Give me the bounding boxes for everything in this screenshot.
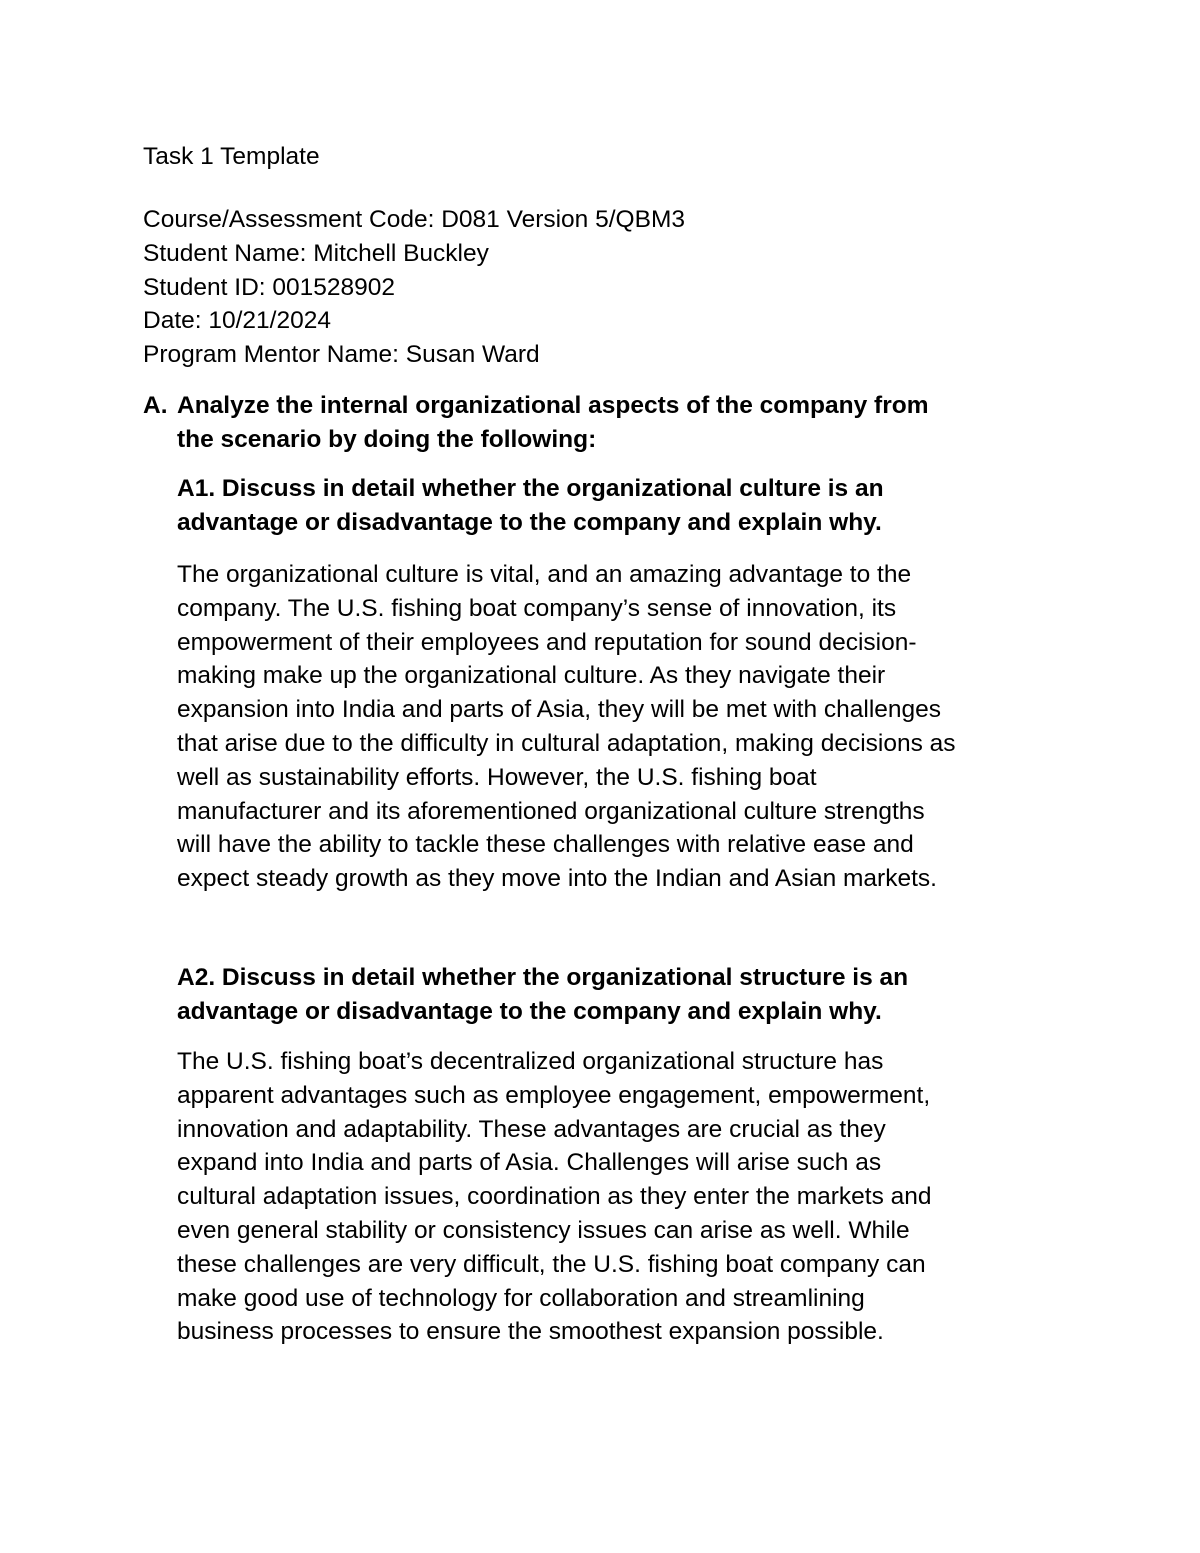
a1-body-line: will have the ability to tackle these challenges with relative ease and	[177, 831, 914, 859]
a2-body-line: business processes to ensure the smoothest expansion possible.	[177, 1318, 884, 1346]
student-id: Student ID: 001528902	[143, 273, 396, 301]
a2-body-line: apparent advantages such as employee engagement, empowerment,	[177, 1081, 931, 1109]
a1-heading	[177, 472, 884, 540]
a1-body-line: that arise due to the difficulty in cultural adaptation, making decisions as	[177, 729, 956, 757]
student-info	[143, 203, 685, 372]
student-name: Student Name: Mitchell Buckley	[143, 239, 489, 267]
a1-response	[177, 558, 956, 896]
a1-body-line: expansion into India and parts of Asia, they will be met with challenges	[177, 696, 942, 724]
course-code: Course/Assessment Code: D081 Version 5/QBM3	[143, 206, 685, 233]
a1-body-line: expect steady growth as they move into the Indian and Asian markets.	[177, 865, 937, 893]
a2-body-line: make good use of technology for collaboration and streamlining	[177, 1284, 865, 1312]
a1-body-line: empowerment of their employees and reputation for sound decision-	[177, 628, 917, 656]
section-a-line: Analyze the internal organizational aspects of the company from	[177, 392, 929, 419]
a1-heading-line: A1. Discuss in detail whether the organizational culture is an	[177, 475, 884, 502]
a2-body-line: these challenges are very difficult, the U.S. fishing boat company can	[177, 1250, 926, 1278]
a2-heading	[177, 961, 908, 1029]
a2-body-line: expand into India and parts of Asia. Challenges will arise such as	[177, 1149, 882, 1177]
a1-body-line: The organizational culture is vital, and an amazing advantage to the	[177, 561, 912, 588]
a2-heading-line: advantage or disadvantage to the company and explain why.	[177, 997, 882, 1025]
a1-body-line: making make up the organizational culture. As they navigate their	[177, 662, 886, 690]
a2-heading-line: A2. Discuss in detail whether the organizational structure is an	[177, 964, 909, 991]
section-a-line: the scenario by doing the following:	[177, 425, 597, 453]
a2-response	[177, 1045, 932, 1349]
a1-body-line: well as sustainability efforts. However, the U.S. fishing boat	[177, 763, 817, 791]
program-mentor: Program Mentor Name: Susan Ward	[143, 341, 540, 369]
section-a-text	[177, 389, 929, 457]
submission-date: Date: 10/21/2024	[143, 307, 331, 335]
a2-body-line: cultural adaptation issues, coordination as they enter the markets and	[177, 1183, 932, 1211]
title-text: Task 1 Template	[143, 143, 320, 170]
a2-body-line: innovation and adaptability. These advantages are crucial as they	[177, 1115, 886, 1143]
document-title	[143, 140, 320, 174]
a1-heading-line: advantage or disadvantage to the company and explain why.	[177, 508, 882, 536]
a1-body-line: company. The U.S. fishing boat company’s sense of innovation, its	[177, 594, 897, 622]
a2-body-line: The U.S. fishing boat’s decentralized organizational structure has	[177, 1048, 884, 1075]
a1-body-line: manufacturer and its aforementioned organizational culture strengths	[177, 797, 925, 825]
section-a-marker: A.	[143, 392, 168, 419]
a2-body-line: even general stability or consistency issues can arise as well. While	[177, 1216, 910, 1244]
